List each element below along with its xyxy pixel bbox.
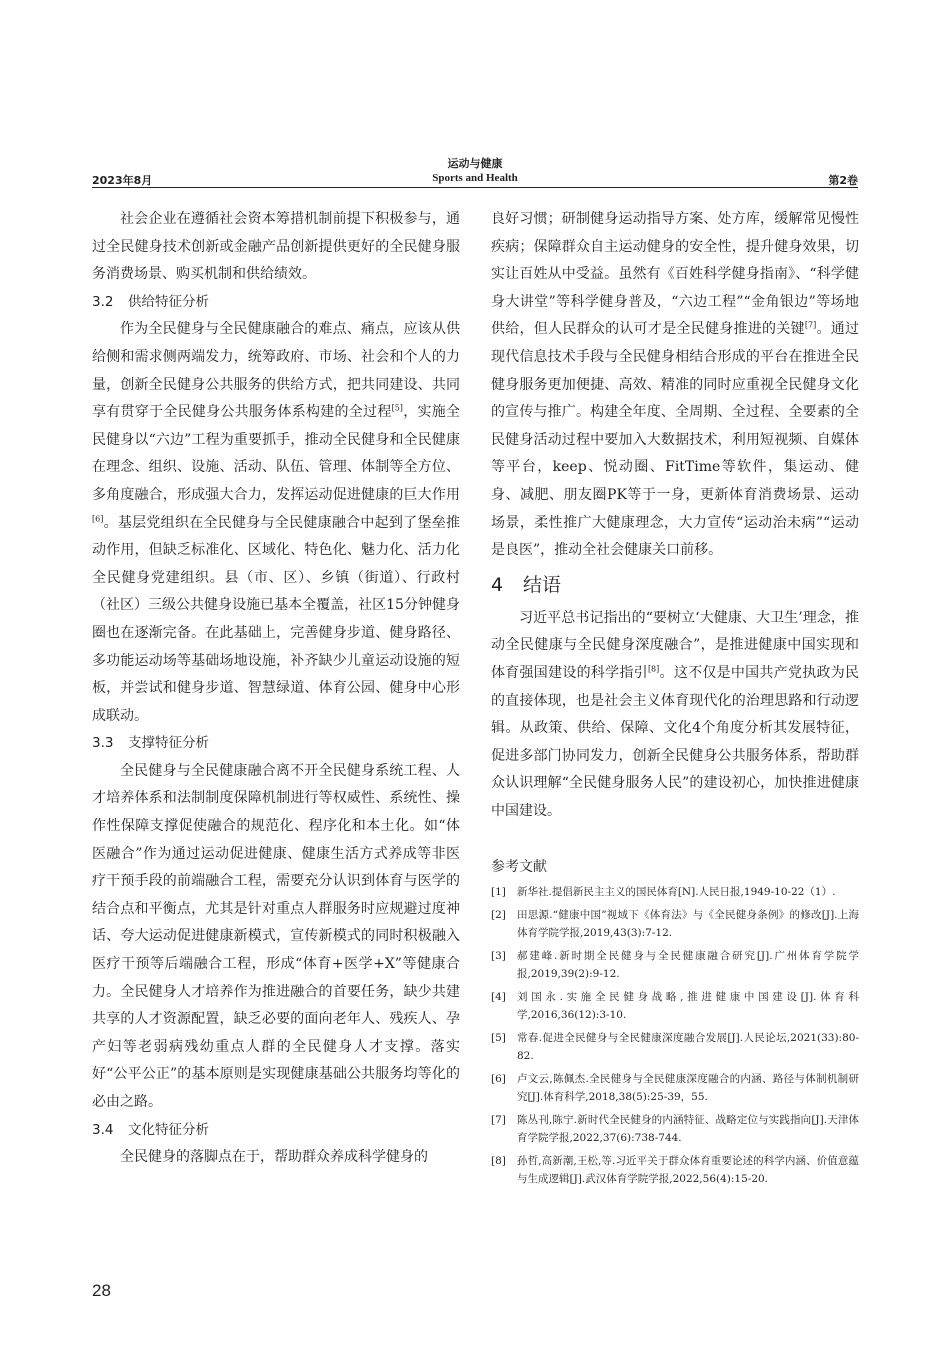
running-header xyxy=(92,155,858,188)
section-heading-3-3 xyxy=(92,730,460,758)
page-number: 28 xyxy=(92,1281,111,1300)
section-title: 支撑特征分析 xyxy=(128,735,209,752)
section-number: 4 xyxy=(491,573,504,596)
reference-text: 郝建峰.新时期全民健身与全民健康融合研究[J].广州体育学院学报,2019,39(2):9-12. xyxy=(517,950,859,981)
paragraph xyxy=(491,605,859,826)
section-number: 3.2 xyxy=(92,293,114,310)
issue-date: 2023年8月 xyxy=(92,174,153,187)
reference-number: [8] xyxy=(491,1155,506,1168)
section-title: 结语 xyxy=(523,573,562,596)
reference-text: 刘国永.实施全民健身战略,推进健康中国建设[J].体育科学,2016,36(12):3-10. xyxy=(517,991,859,1022)
text-run: 作为全民健身与全民健康融合的难点、痛点，应该从供给侧和需求侧两端发力，统筹政府、市场、社会和个人的力量，创新全民健身公共服务的供给方式，把共同建设、共同享有贯穿于全民健身公共服务体系构建的全过程 xyxy=(92,321,460,421)
text-run: 。通过现代信息技术手段与全民健身相结合形成的平台在推进全民健身服务更加便捷、高效、精准的同时应重视全民健身文化的宣传与推广。构建全年度、全周期、全过程、全要素的全民健身活动过程中要加入大数据技术，利用短视频、自媒体等平台，keep、悦动圈、FitTime等软件，集运动、健身、减肥、朋友圈PK等于一身，更新体育消费场景、运动场景，柔性推广大健康理念，大力宣传“运动治未病”“运动是良医”，推动全社会健康关口前移。 xyxy=(491,321,860,559)
paragraph xyxy=(491,206,859,565)
reference-text: 卢文云,陈佩杰.全民健身与全民健康深度融合的内涵、路径与体制机制研究[J].体育科学,2018,38(5):25-39，55. xyxy=(517,1073,859,1104)
left-column xyxy=(92,206,460,1172)
text-run: 良好习惯；研制健身运动指导方案、处方库，缓解常见慢性疾病；保障群众自主运动健身的安全性，提升健身效果，切实让百姓从中受益。虽然有《百姓科学健身指南》、“科学健身大讲堂”等科学健身普及，“六边工程”“金角银边”等场地供给，但人民群众的认可才是全民健身推进的关键 xyxy=(491,211,859,338)
citation-ref: [7] xyxy=(804,320,817,330)
reference-item xyxy=(491,1029,859,1065)
paragraph: 社会企业在遵循社会资本筹措机制前提下积极参与，通过全民健身技术创新或金融产品创新提供更好的全民健身服务消费场景、购买机制和供给绩效。 xyxy=(92,211,460,283)
paragraph: 全民健身的落脚点在于，帮助群众养成科学健身的 xyxy=(120,1149,428,1166)
reference-number: [3] xyxy=(491,950,506,963)
reference-item xyxy=(491,947,859,983)
citation-ref: [8] xyxy=(647,664,660,674)
reference-item xyxy=(491,1070,859,1106)
reference-text: 孙哲,高新潮,王松,等.习近平关于群众体育重要论述的科学内涵、价值意蕴与生成逻辑[J].武汉体育学院学报,2022,56(4):15-20. xyxy=(517,1155,859,1186)
reference-item xyxy=(491,906,859,942)
text-run: ，实施全民健身以“六边”工程为重要抓手，推动全民健身和全民健康在理念、组织、设施、活动、队伍、管理、体制等全方位、多角度融合，形成强大合力，发挥运动促进健康的巨大作用 xyxy=(92,404,461,503)
reference-number: [7] xyxy=(491,1114,506,1127)
reference-text: 常春.促进全民健身与全民健康深度融合发展[J].人民论坛,2021(33):80-82. xyxy=(517,1032,859,1063)
section-title: 供给特征分析 xyxy=(128,293,209,310)
journal-title-cn: 运动与健康 xyxy=(447,157,503,170)
text-run: 习近平总书记指出的“要树立‘大健康、大卫生’理念，推动全民健康与全民健身深度融合”，是推进健康中国实现和体育强国建设的科学指引 xyxy=(491,609,859,681)
section-heading-3-2 xyxy=(92,289,460,317)
reference-text: 新华社.提倡新民主主义的国民体育[N].人民日报,1949-10-22（1）. xyxy=(517,886,836,899)
citation-ref: [6] xyxy=(92,513,104,523)
paragraph: 全民健身与全民健康融合离不开全民健身系统工程、人才培养体系和法制制度保障机制进行等权威性、系统性、操作性保障支撑促使融合的规范化、程序化和本土化。如“体医融合”作为通过运动促进健康、健康生活方式养成等非医疗干预手段的前端融合工程，需要充分认识到体育与医学的结合点和平衡点，尤其是针对重点人群服务时应规避过度神话、夸大运动促进健康新模式，宣传新模式的同时积极融入医疗干预等后端融合工程，形成“体育+医学+X”等健康合力。全民健身人才培养作为推进融合的首要任务，缺少共建共享的人才资源配置，缺乏必要的面向老年人、残疾人、孕产妇等老弱病残幼重点人群的全民健身人才支撑。落实好“公平公正”的基本原则是实现健康基础公共服务均等化的必由之路。 xyxy=(92,762,460,1110)
section-number: 3.3 xyxy=(92,735,114,752)
right-column xyxy=(491,206,859,1193)
reference-number: [5] xyxy=(491,1032,506,1045)
section-heading-4 xyxy=(491,568,859,602)
reference-list xyxy=(491,883,859,1188)
reference-item xyxy=(491,1152,859,1188)
references-heading: 参考文献 xyxy=(491,859,547,876)
volume-label: 第2卷 xyxy=(828,174,858,187)
citation-ref: [5] xyxy=(391,403,403,413)
reference-text: 陈丛刊,陈宁.新时代全民健身的内涵特征、战略定位与实践指向[J].天津体育学院学报,2022,37(6):738-744. xyxy=(517,1114,859,1145)
journal-title-en: Sports and Health xyxy=(432,172,518,184)
reference-number: [1] xyxy=(491,886,506,899)
reference-number: [6] xyxy=(491,1073,506,1086)
reference-item xyxy=(491,1111,859,1147)
text-run: 。基层党组织在全民健身与全民健康融合中起到了堡垒推动作用，但缺乏标准化、区域化、特色化、魅力化、活力化全民健身党建组织。县（市、区）、乡镇（街道）、行政村（社区）三级公共健身设施已基本全覆盖，社区15分钟健身圈也在逐渐完备。在此基础上，完善健身步道、健身路径、多功能运动场等基础场地设施，补齐缺少儿童运动设施的短板，并尝试和健身步道、智慧绿道、体育公园、健身中心形成联动。 xyxy=(92,514,460,724)
section-heading-3-4 xyxy=(92,1117,460,1145)
section-title: 文化特征分析 xyxy=(128,1121,209,1138)
reference-item xyxy=(491,988,859,1024)
reference-item xyxy=(491,883,859,901)
text-run: 。这不仅是中国共产党执政为民的直接体现，也是社会主义体育现代化的治理思路和行动逻辑。从政策、供给、保障、文化4个角度分析其发展特征，促进多部门协同发力，创新全民健身公共服务体系，帮助群众认识理解“全民健身服务人民”的建设初心，加快推进健康中国建设。 xyxy=(491,664,860,819)
section-number: 3.4 xyxy=(92,1121,114,1138)
paragraph xyxy=(92,316,460,730)
reference-number: [2] xyxy=(491,909,506,922)
reference-text: 田思源.“健康中国”视域下《体育法》与《全民健身条例》的修改[J].上海体育学院学报,2019,43(3):7-12. xyxy=(517,909,859,940)
reference-number: [4] xyxy=(491,991,506,1004)
